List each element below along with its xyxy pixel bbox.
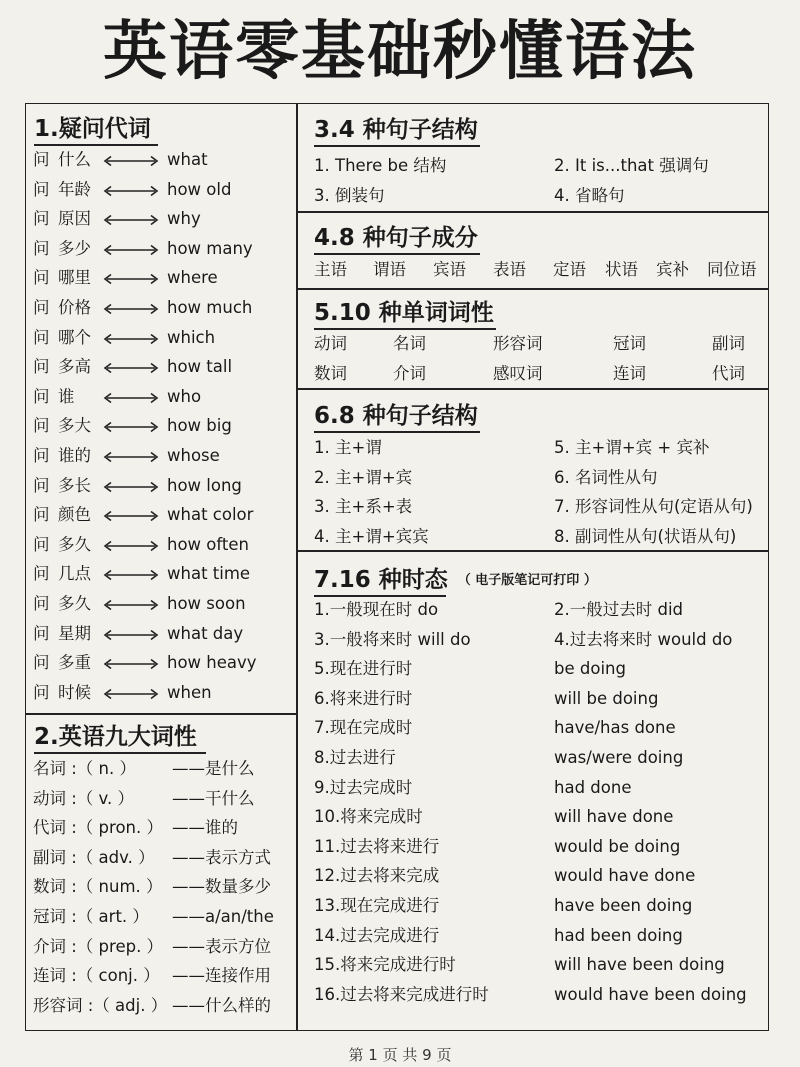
page-footer: 第 1 页 共 9 页 bbox=[348, 1046, 452, 1064]
question-prefix: 问 bbox=[33, 209, 50, 229]
double-arrow-icon bbox=[103, 451, 159, 463]
word-class: 名词 bbox=[393, 334, 426, 353]
question-prefix: 问 bbox=[33, 238, 50, 258]
pos-name: 介词 :（ prep. ） bbox=[33, 936, 164, 956]
divider-s6-s7 bbox=[297, 550, 769, 552]
s4-title: 4.8 种句子成分 bbox=[314, 219, 478, 252]
sentence-element: 谓语 bbox=[373, 260, 406, 279]
interrogative-cn: 多大 bbox=[58, 416, 91, 436]
sentence-pattern: 7. 形容词性从句(定语从句) bbox=[554, 497, 753, 517]
tense-name: 1.一般现在时 do bbox=[314, 600, 439, 619]
interrogative-en: when bbox=[167, 682, 212, 702]
word-class: 连词 bbox=[613, 364, 646, 383]
tense-form: will be doing bbox=[554, 688, 659, 708]
interrogative-cn: 多长 bbox=[58, 475, 91, 495]
double-arrow-icon bbox=[103, 333, 159, 345]
interrogative-en: how often bbox=[167, 534, 249, 554]
double-arrow-icon bbox=[103, 155, 159, 167]
question-prefix: 问 bbox=[33, 179, 50, 199]
tense-form: be doing bbox=[554, 659, 626, 679]
interrogative-en: how many bbox=[167, 238, 253, 258]
pos-meaning: ——数量多少 bbox=[172, 877, 271, 897]
pos-name: 数词 :（ num. ） bbox=[33, 877, 163, 897]
tense-name: 8.过去进行 bbox=[314, 748, 396, 767]
interrogative-en: how heavy bbox=[167, 653, 257, 673]
sentence-pattern: 3. 主+系+表 bbox=[314, 497, 413, 517]
question-prefix: 问 bbox=[33, 534, 50, 554]
pos-meaning: ——表示方位 bbox=[172, 936, 271, 956]
interrogative-en: whose bbox=[167, 446, 220, 465]
tense-name: 12.过去将来完成 bbox=[314, 866, 440, 886]
sentence-element: 状语 bbox=[605, 260, 638, 279]
interrogative-en: who bbox=[167, 386, 202, 406]
tense-form: 4.过去将来时 would do bbox=[554, 629, 733, 649]
pos-name: 动词 :（ v. ） bbox=[33, 788, 135, 808]
interrogative-cn: 星期 bbox=[58, 623, 91, 643]
sentence-pattern: 1. 主+谓 bbox=[314, 438, 382, 457]
interrogative-en: what color bbox=[167, 505, 254, 525]
tense-name: 13.现在完成进行 bbox=[314, 896, 440, 915]
pos-meaning: ——a/an/the bbox=[172, 907, 274, 926]
pos-name: 形容词 :（ adj. ） bbox=[33, 995, 168, 1015]
s6-title: 6.8 种句子结构 bbox=[314, 397, 478, 430]
interrogative-cn: 原因 bbox=[58, 209, 91, 229]
interrogative-en: how soon bbox=[167, 594, 246, 613]
word-class: 副词 bbox=[712, 334, 745, 353]
pos-name: 冠词 :（ art. ） bbox=[33, 907, 149, 926]
interrogative-en: what bbox=[167, 150, 208, 169]
interrogative-cn: 几点 bbox=[58, 564, 91, 584]
interrogative-en: how much bbox=[167, 298, 253, 317]
interrogative-en: where bbox=[167, 268, 218, 288]
interrogative-en: how old bbox=[167, 179, 232, 199]
interrogative-cn: 颜色 bbox=[58, 505, 91, 525]
sentence-element: 宾语 bbox=[433, 260, 466, 279]
question-prefix: 问 bbox=[33, 298, 50, 317]
divider-s3-s4 bbox=[297, 211, 769, 213]
sentence-pattern: 4. 主+谓+宾宾 bbox=[314, 526, 429, 546]
tense-form: was/were doing bbox=[554, 748, 684, 767]
word-class: 数词 bbox=[314, 364, 347, 383]
question-prefix: 问 bbox=[33, 564, 50, 584]
tense-name: 6.将来进行时 bbox=[314, 688, 413, 708]
tense-form: had done bbox=[554, 777, 632, 797]
interrogative-cn: 多重 bbox=[58, 653, 91, 673]
interrogative-cn: 多久 bbox=[58, 594, 91, 613]
double-arrow-icon bbox=[103, 599, 159, 611]
word-class: 冠词 bbox=[613, 334, 646, 353]
interrogative-cn: 哪里 bbox=[58, 268, 91, 288]
tense-name: 10.将来完成时 bbox=[314, 807, 423, 827]
double-arrow-icon bbox=[103, 510, 159, 522]
interrogative-en: how tall bbox=[167, 357, 233, 377]
sentence-pattern: 6. 名词性从句 bbox=[554, 467, 658, 487]
question-prefix: 问 bbox=[33, 357, 50, 377]
sentence-pattern: 2. 主+谓+宾 bbox=[314, 467, 413, 487]
question-prefix: 问 bbox=[33, 682, 50, 702]
question-prefix: 问 bbox=[33, 327, 50, 347]
double-arrow-icon bbox=[103, 658, 159, 670]
tense-name: 11.过去将来进行 bbox=[314, 836, 440, 856]
double-arrow-icon bbox=[103, 185, 159, 197]
double-arrow-icon bbox=[103, 214, 159, 226]
s5-title: 5.10 种单词词性 bbox=[314, 294, 494, 327]
interrogative-cn: 谁的 bbox=[58, 446, 91, 465]
interrogative-cn: 多高 bbox=[58, 357, 91, 377]
double-arrow-icon bbox=[103, 481, 159, 493]
s3-item: 1. There be 结构 bbox=[314, 156, 447, 175]
interrogative-cn: 谁 bbox=[58, 386, 75, 406]
word-class: 代词 bbox=[712, 364, 745, 383]
interrogative-cn: 年龄 bbox=[58, 179, 91, 199]
tense-name: 3.一般将来时 will do bbox=[314, 629, 471, 649]
tense-form: would be doing bbox=[554, 836, 681, 856]
interrogative-en: which bbox=[167, 327, 216, 347]
sentence-pattern: 5. 主+谓+宾 + 宾补 bbox=[554, 438, 710, 457]
s3-item: 3. 倒装句 bbox=[314, 186, 385, 205]
tense-name: 16.过去将来完成进行时 bbox=[314, 984, 489, 1004]
double-arrow-icon bbox=[103, 540, 159, 552]
pos-meaning: ——谁的 bbox=[172, 818, 238, 838]
question-prefix: 问 bbox=[33, 594, 50, 613]
tense-name: 5.现在进行时 bbox=[314, 659, 413, 679]
tense-form: 2.一般过去时 did bbox=[554, 600, 684, 619]
pos-meaning: ——什么样的 bbox=[172, 995, 271, 1015]
s3-item: 2. It is...that 强调句 bbox=[554, 156, 709, 175]
double-arrow-icon bbox=[103, 244, 159, 256]
s7-title: 7.16 种时态 $^{( 电子版笔记可打印 )}$ bbox=[314, 561, 597, 594]
pos-meaning: ——表示方式 bbox=[172, 847, 271, 867]
double-arrow-icon bbox=[103, 629, 159, 641]
tense-name: 7.现在完成时 bbox=[314, 718, 413, 738]
question-prefix: 问 bbox=[33, 268, 50, 288]
pos-name: 连词 :（ conj. ） bbox=[33, 966, 160, 986]
sentence-pattern: 8. 副词性从句(状语从句) bbox=[554, 526, 737, 546]
question-prefix: 问 bbox=[33, 386, 50, 406]
interrogative-en: what time bbox=[167, 564, 251, 584]
s3-item: 4. 省略句 bbox=[554, 186, 625, 205]
question-prefix: 问 bbox=[33, 623, 50, 643]
sentence-element: 宾补 bbox=[656, 260, 689, 279]
double-arrow-icon bbox=[103, 392, 159, 404]
tense-form: would have been doing bbox=[554, 984, 747, 1004]
question-prefix: 问 bbox=[33, 653, 50, 673]
pos-name: 名词 :（ n. ） bbox=[33, 759, 136, 778]
s2-title: 2.英语九大词性 bbox=[34, 718, 197, 751]
interrogative-en: how big bbox=[167, 416, 232, 436]
page-title: 英语零基础秒懂语法 bbox=[103, 15, 697, 89]
pos-name: 副词 :（ adv. ） bbox=[33, 847, 155, 867]
pos-meaning: ——连接作用 bbox=[172, 966, 271, 986]
pos-name: 代词 :（ pron. ） bbox=[33, 818, 163, 838]
question-prefix: 问 bbox=[33, 475, 50, 495]
interrogative-en: how long bbox=[167, 475, 242, 495]
interrogative-cn: 价格 bbox=[58, 298, 91, 317]
column-divider bbox=[296, 103, 298, 1031]
divider-s1-s2 bbox=[25, 713, 297, 715]
interrogative-en: why bbox=[167, 209, 201, 229]
question-prefix: 问 bbox=[33, 416, 50, 436]
interrogative-cn: 什么 bbox=[58, 150, 91, 169]
divider-s5-s6 bbox=[297, 388, 769, 390]
question-prefix: 问 bbox=[33, 150, 50, 169]
word-class: 介词 bbox=[393, 364, 426, 383]
s3-title: 3.4 种句子结构 bbox=[314, 111, 478, 144]
sentence-element: 表语 bbox=[493, 260, 526, 279]
sentence-element: 定语 bbox=[553, 260, 586, 279]
double-arrow-icon bbox=[103, 569, 159, 581]
interrogative-cn: 时候 bbox=[58, 682, 91, 702]
double-arrow-icon bbox=[103, 362, 159, 374]
tense-form: will have done bbox=[554, 807, 674, 827]
tense-name: 9.过去完成时 bbox=[314, 777, 413, 797]
word-class: 形容词 bbox=[493, 334, 543, 353]
tense-form: had been doing bbox=[554, 925, 683, 945]
double-arrow-icon bbox=[103, 303, 159, 315]
pos-meaning: ——是什么 bbox=[172, 759, 255, 778]
s7-subtitle: （ 电子版笔记可打印 ） bbox=[457, 573, 597, 588]
interrogative-cn: 多少 bbox=[58, 238, 91, 258]
double-arrow-icon bbox=[103, 273, 159, 285]
tense-name: 14.过去完成进行 bbox=[314, 925, 440, 945]
sentence-element: 主语 bbox=[314, 260, 347, 279]
word-class: 动词 bbox=[314, 334, 347, 353]
s1-title: 1.疑问代词 bbox=[34, 110, 151, 143]
question-prefix: 问 bbox=[33, 446, 50, 465]
interrogative-cn: 多久 bbox=[58, 534, 91, 554]
word-class: 感叹词 bbox=[493, 364, 543, 383]
tense-form: have been doing bbox=[554, 896, 693, 915]
sentence-element: 同位语 bbox=[707, 260, 757, 279]
double-arrow-icon bbox=[103, 688, 159, 700]
question-prefix: 问 bbox=[33, 505, 50, 525]
tense-form: would have done bbox=[554, 866, 696, 886]
tense-name: 15.将来完成进行时 bbox=[314, 955, 456, 975]
divider-s4-s5 bbox=[297, 288, 769, 290]
interrogative-cn: 哪个 bbox=[58, 327, 91, 347]
pos-meaning: ——干什么 bbox=[172, 788, 255, 808]
tense-form: will have been doing bbox=[554, 955, 725, 975]
tense-form: have/has done bbox=[554, 718, 676, 738]
double-arrow-icon bbox=[103, 421, 159, 433]
interrogative-en: what day bbox=[167, 623, 244, 643]
